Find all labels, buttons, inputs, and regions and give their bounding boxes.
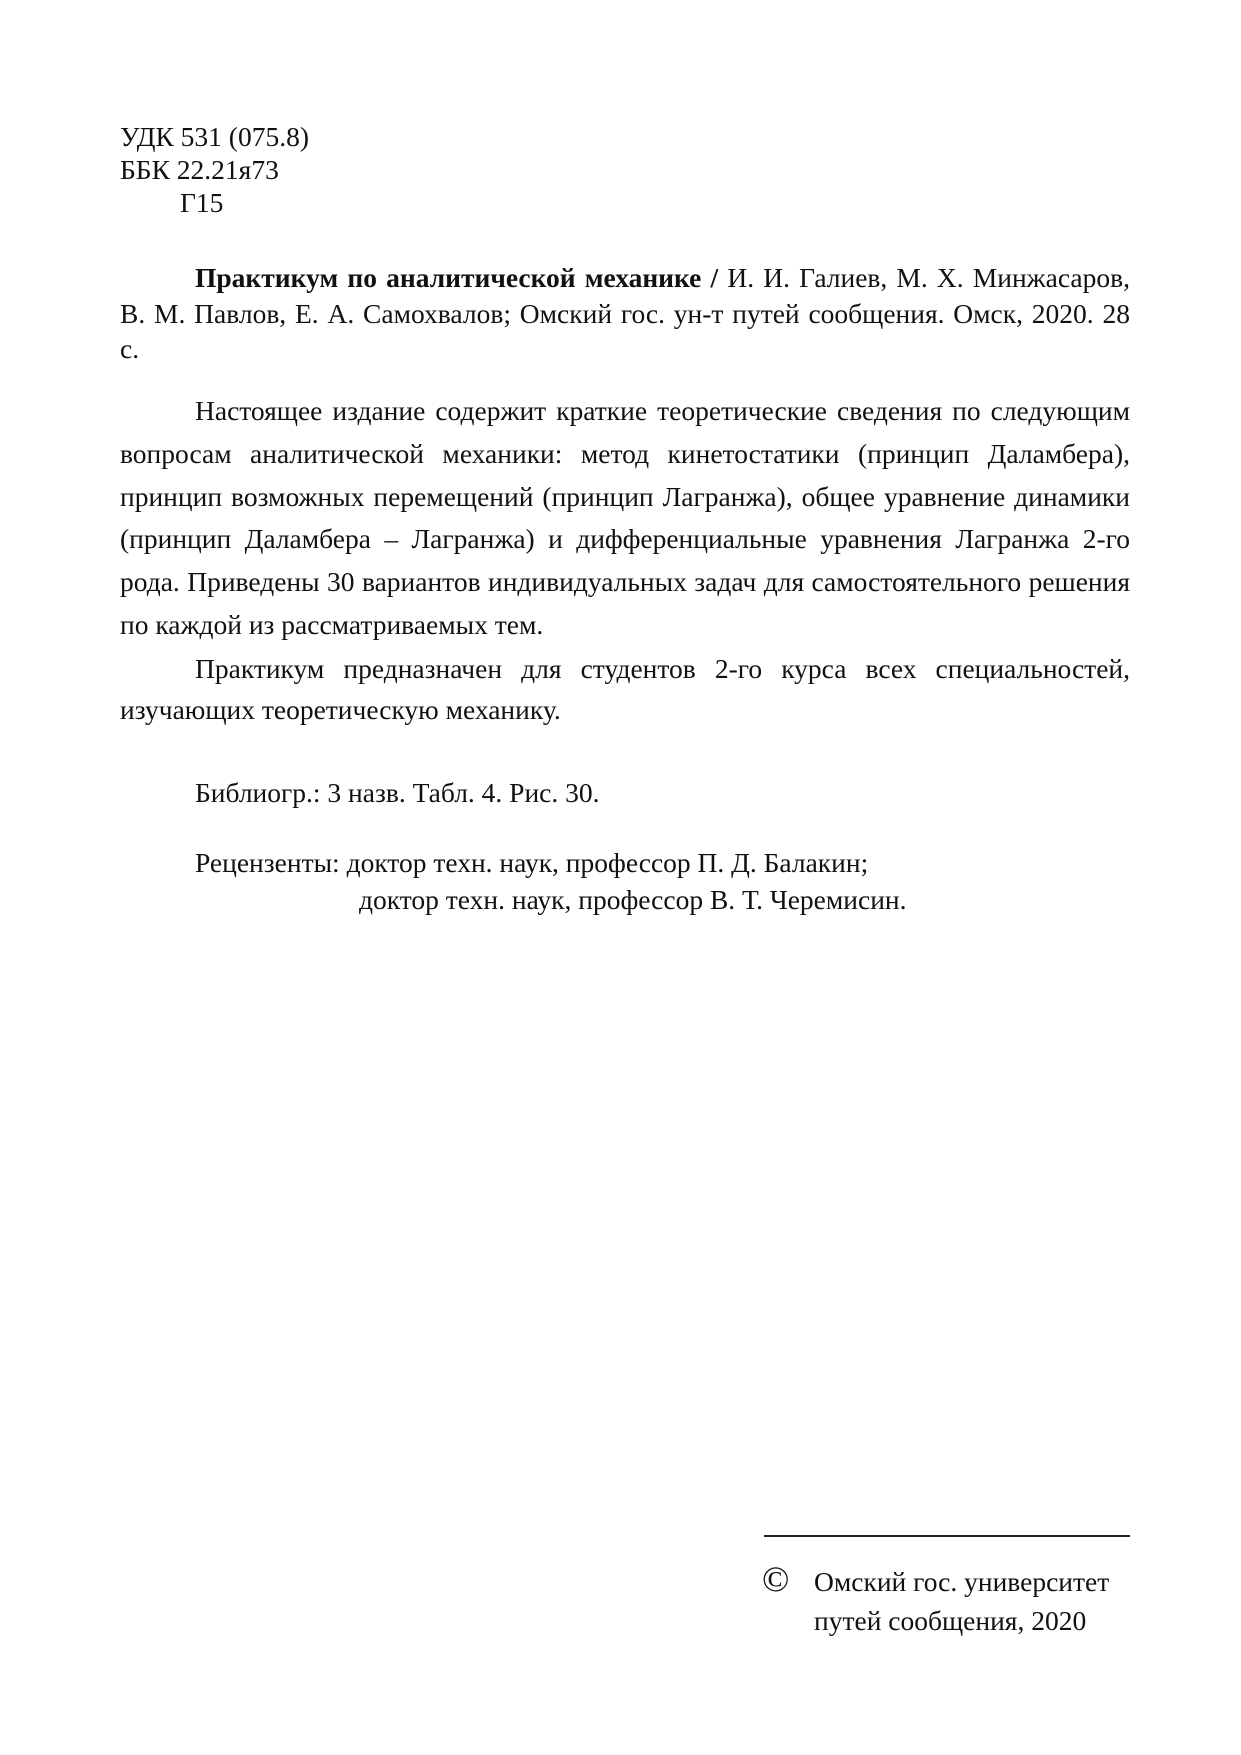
purpose-paragraph: Практикум предназначен для студентов 2-го курса всех специальностей, изучающих теоретическую механику. (120, 653, 1130, 725)
udk-code: УДК 531 (075.8) (120, 121, 309, 152)
reviewer-1: Рецензенты: доктор техн. наук, профессор П. Д. Балакин; (195, 847, 869, 878)
author-mark: Г15 (180, 187, 224, 218)
divider (764, 1535, 1130, 1537)
abstract-paragraph: Настоящее издание содержит краткие теоретические сведения по следующим вопросам аналитической механики: метод кинетостатики (принцип Даламбера), принцип возможных перемещений (принцип Лагранжа), общее уравнение динамики (принцип Даламбера – Лагранжа) и дифференциальные уравнения Лагранжа 2-го рода. Приведены 30 вариантов индивидуальных задач для самостоятельного решения по каждой из рассматриваемых тем. (120, 395, 1130, 640)
copyright-line-2: путей сообщения, 2020 (814, 1605, 1087, 1636)
copyright-line-1: Омский гос. университет (814, 1566, 1110, 1597)
book-title: Практикум по аналитической механике / (195, 262, 719, 293)
reviewer-2: доктор техн. наук, профессор В. Т. Черемисин. (359, 884, 907, 915)
reviewers (120, 844, 1205, 918)
classification-codes (120, 120, 1130, 219)
authors-publisher: И. И. Галиев, М. Х. Минжасаров, В. М. Павлов, Е. А. Самохвалов; Омский гос. ун-т путей сообщения. Омск, 2020. 28 с. (120, 262, 1130, 364)
bibliographic-record (120, 260, 1130, 367)
copyright-icon: © (762, 1559, 790, 1599)
bibliography-summary: Библиогр.: 3 назв. Табл. 4. Рис. 30. (195, 777, 600, 808)
copyright-notice (762, 1559, 1110, 1640)
bbk-code: ББК 22.21я73 (120, 154, 279, 185)
